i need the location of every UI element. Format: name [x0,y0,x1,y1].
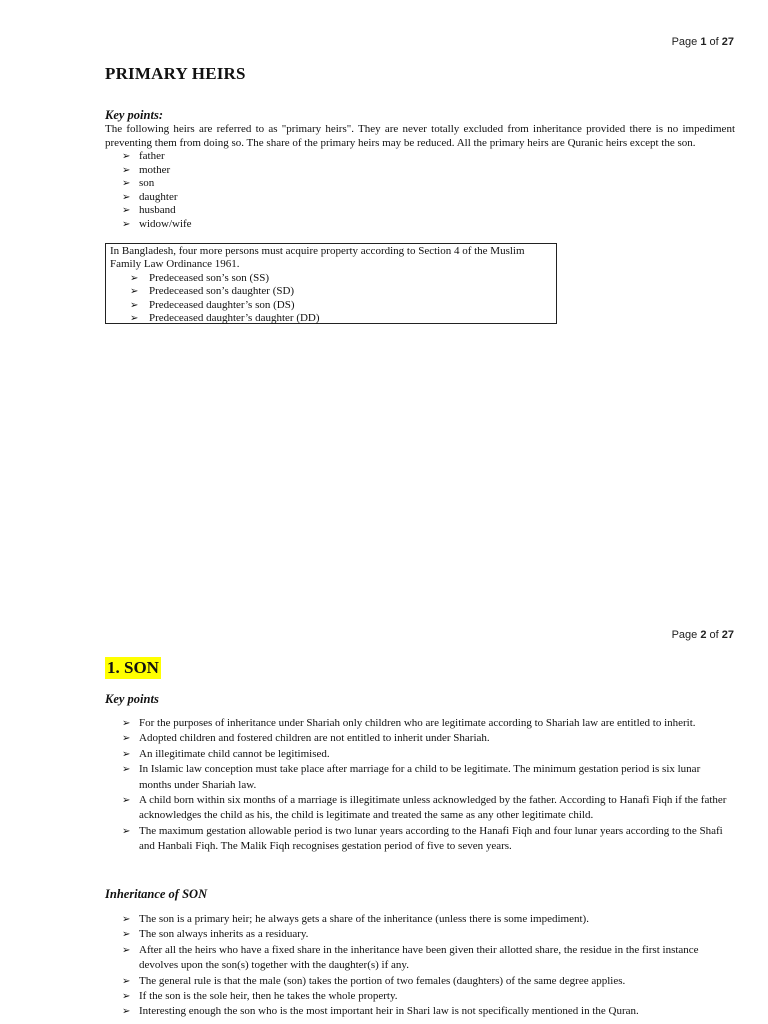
son-inheritance-list [122,912,735,1020]
intro-paragraph: The following heirs are referred to as "primary heirs". They are never totally excluded from inheritance provided there is no impediment preventing them from doing so. The share of the primary heirs may be reduced. All the primary heirs are Quranic heirs except the son. [105,123,735,149]
arrow-bullet-icon: ➢ [122,164,131,176]
list-item: ➢ The maximum gestation allowable period is two lunar years according to the Hanafi Fiqh and four lunar years according to the Shafi and Hanbali Fiqh. The Malik Fiqh recognises gestation period of five to seven years. [122,824,723,853]
list-item: ➢ In Islamic law conception must take place after marriage for a child to be legitimate. The minimum gestation period is six lunar months under Shariah law. [122,763,701,791]
list-item: ➢ The son is a primary heir; he always gets a share of the inheritance (unless there is some impediment). [122,913,589,925]
list-item: ➢ The general rule is that the male (son) takes the portion of two females (daughters) of the same degree applies. [122,974,626,987]
arrow-bullet-icon: ➢ [122,825,131,837]
key-points-heading: Key points [105,692,159,706]
arrow-bullet-icon: ➢ [130,313,139,325]
list-item: ➢ husband [122,204,176,216]
arrow-bullet-icon: ➢ [122,764,131,776]
primary-heirs-list [122,150,192,231]
arrow-bullet-icon: ➢ [122,205,131,216]
arrow-bullet-icon: ➢ [130,272,139,284]
predeceased-heirs-list [130,272,552,326]
list-item: ➢ Predeceased son’s son (SS) [130,271,270,284]
arrow-bullet-icon: ➢ [122,944,131,956]
list-item: ➢ Predeceased daughter’s daughter (DD) [130,312,320,325]
list-item: ➢ son [122,177,155,189]
list-item: ➢ A child born within six months of a marriage is illegitimate unless acknowledged by the father. According to Hanafi Fiqh if the father acknowledges the child as his, the child is legitimate and treated the same as any other legitimate child. [122,794,727,822]
list-item: ➢ The son always inherits as a residuary. [122,928,309,941]
page-number: Page 2 of 27 [671,629,734,641]
arrow-bullet-icon: ➢ [122,975,131,987]
arrow-bullet-icon: ➢ [122,795,131,807]
list-item: ➢ Interesting enough the son who is the most important heir in Shari law is not specifically mentioned in the Quran. [122,1005,639,1018]
arrow-bullet-icon: ➢ [122,1006,131,1018]
list-item: ➢ Predeceased daughter’s son (DS) [130,298,295,311]
list-item: ➢ If the son is the sole heir, then he takes the whole property. [122,990,398,1003]
arrow-bullet-icon: ➢ [122,218,131,230]
key-points-heading: Key points: [105,108,163,122]
arrow-bullet-icon: ➢ [130,286,139,298]
arrow-bullet-icon: ➢ [122,718,131,729]
page-title: PRIMARY HEIRS [105,64,246,83]
bangladesh-note-box [105,243,557,324]
list-item: ➢ Adopted children and fostered children are not entitled to inherit under Shariah. [122,732,490,745]
inheritance-heading: Inheritance of SON [105,887,208,901]
list-item: ➢ After all the heirs who have a fixed share in the inheritance have been given their allotted share, the residue in the first instance devolves upon the son(s) together with the daughter(s) if any. [122,943,699,972]
arrow-bullet-icon: ➢ [122,991,131,1003]
arrow-bullet-icon: ➢ [122,929,131,941]
box-text: In Bangladesh, four more persons must acquire property according to Section 4 of the Muslim Family Law Ordinance 1961. [110,245,525,271]
list-item: ➢ Predeceased son’s daughter (SD) [130,285,295,298]
arrow-bullet-icon: ➢ [122,151,131,162]
section-title: 1. SON [107,658,159,677]
arrow-bullet-icon: ➢ [122,191,131,203]
arrow-bullet-icon: ➢ [130,299,139,311]
arrow-bullet-icon: ➢ [122,733,131,745]
son-key-points-list [122,716,735,855]
arrow-bullet-icon: ➢ [122,914,131,925]
arrow-bullet-icon: ➢ [122,748,131,760]
list-item: ➢ mother [122,163,171,176]
list-item: ➢ For the purposes of inheritance under Shariah only children who are legitimate according to Shariah law are entitled to inherit. [122,717,696,729]
list-item: ➢ father [122,150,165,162]
list-item: ➢ daughter [122,190,178,203]
list-item: ➢ widow/wife [122,217,192,230]
arrow-bullet-icon: ➢ [122,178,131,189]
list-item: ➢ An illegitimate child cannot be legitimised. [122,747,330,760]
page-number: Page 1 of 27 [671,36,734,48]
